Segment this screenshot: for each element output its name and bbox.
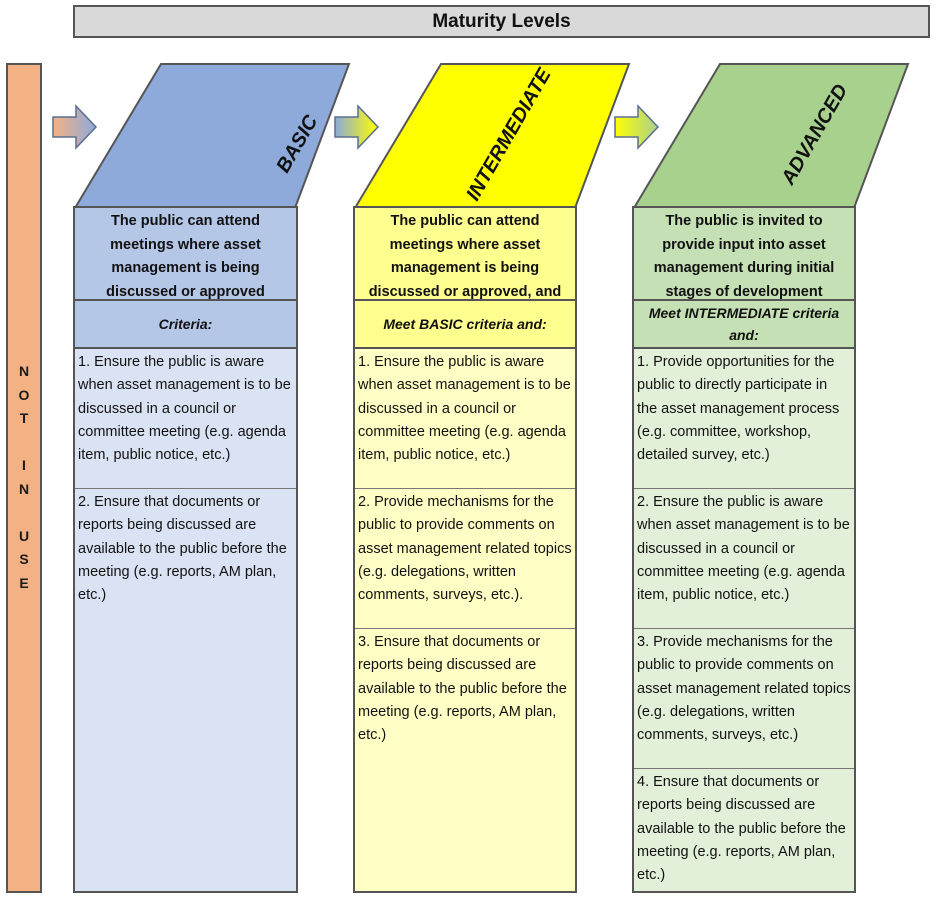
intermediate-criteria-label: Meet BASIC criteria and: (355, 301, 575, 349)
side-letter: S (19, 551, 29, 567)
criteria-item: 2. Provide mechanisms for the public to provide comments on asset management related topics (e.g. delegations, written comments, surveys, etc.). (355, 489, 575, 629)
side-letter: U (18, 527, 30, 544)
basic-header (73, 62, 351, 210)
intermediate-column (353, 206, 577, 893)
advanced-column (632, 206, 856, 893)
basic-header-label: BASIC (272, 111, 323, 177)
side-letter: N (18, 480, 30, 497)
criteria-item: 1. Ensure the public is aware when asset management is to be discussed in a council or committee meeting (e.g. agenda item, public notice, etc.) (75, 349, 296, 489)
advanced-summary: The public is invited to provide input into asset management during initial stages of development (634, 208, 854, 301)
intermediate-header (353, 62, 631, 210)
not-in-use-label (8, 360, 40, 595)
criteria-item: 2. Ensure that documents or reports being discussed are available to the public before the meeting (e.g. reports, AM plan, etc.) (78, 494, 287, 604)
not-in-use-bar (6, 63, 42, 893)
basic-column (73, 206, 298, 893)
side-letter: T (19, 410, 29, 426)
advanced-header (632, 62, 910, 210)
criteria-item: 2. Ensure the public is aware when asset management is to be discussed in a council or committee meeting (e.g. agenda item, public notice, etc.) (634, 489, 854, 629)
intermediate-header-label: INTERMEDIATE (462, 64, 556, 205)
basic-criteria-label: Criteria: (75, 301, 296, 349)
criteria-item: 1. Ensure the public is aware when asset management is to be discussed in a council or committee meeting (e.g. agenda item, public notice, etc.) (355, 349, 575, 489)
side-letter: O (18, 386, 30, 403)
advanced-criteria-label: Meet INTERMEDIATE criteria and: (634, 301, 854, 349)
maturity-levels-title: Maturity Levels (73, 5, 930, 38)
advanced-header-label: ADVANCED (777, 80, 853, 189)
criteria-item: 3. Ensure that documents or reports being discussed are available to the public before the meeting (e.g. reports, AM plan, etc.) (358, 634, 567, 744)
side-letter: E (19, 574, 29, 591)
side-letter: N (18, 363, 30, 379)
basic-summary: The public can attend meetings where asset management is being discussed or approved (75, 208, 296, 301)
criteria-item: 3. Provide mechanisms for the public to provide comments on asset management related topics (e.g. delegations, written comments, surveys, etc.) (634, 629, 854, 769)
criteria-item: 4. Ensure that documents or reports being discussed are available to the public before the meeting (e.g. reports, AM plan, etc.) (637, 774, 846, 884)
criteria-item: 1. Provide opportunities for the public to directly participate in the asset management process (e.g. committee, workshop, detailed survey, etc.) (634, 349, 854, 489)
side-letter: I (22, 457, 26, 473)
intermediate-summary: The public can attend meetings where asset management is being discussed or approved, and (355, 208, 575, 301)
